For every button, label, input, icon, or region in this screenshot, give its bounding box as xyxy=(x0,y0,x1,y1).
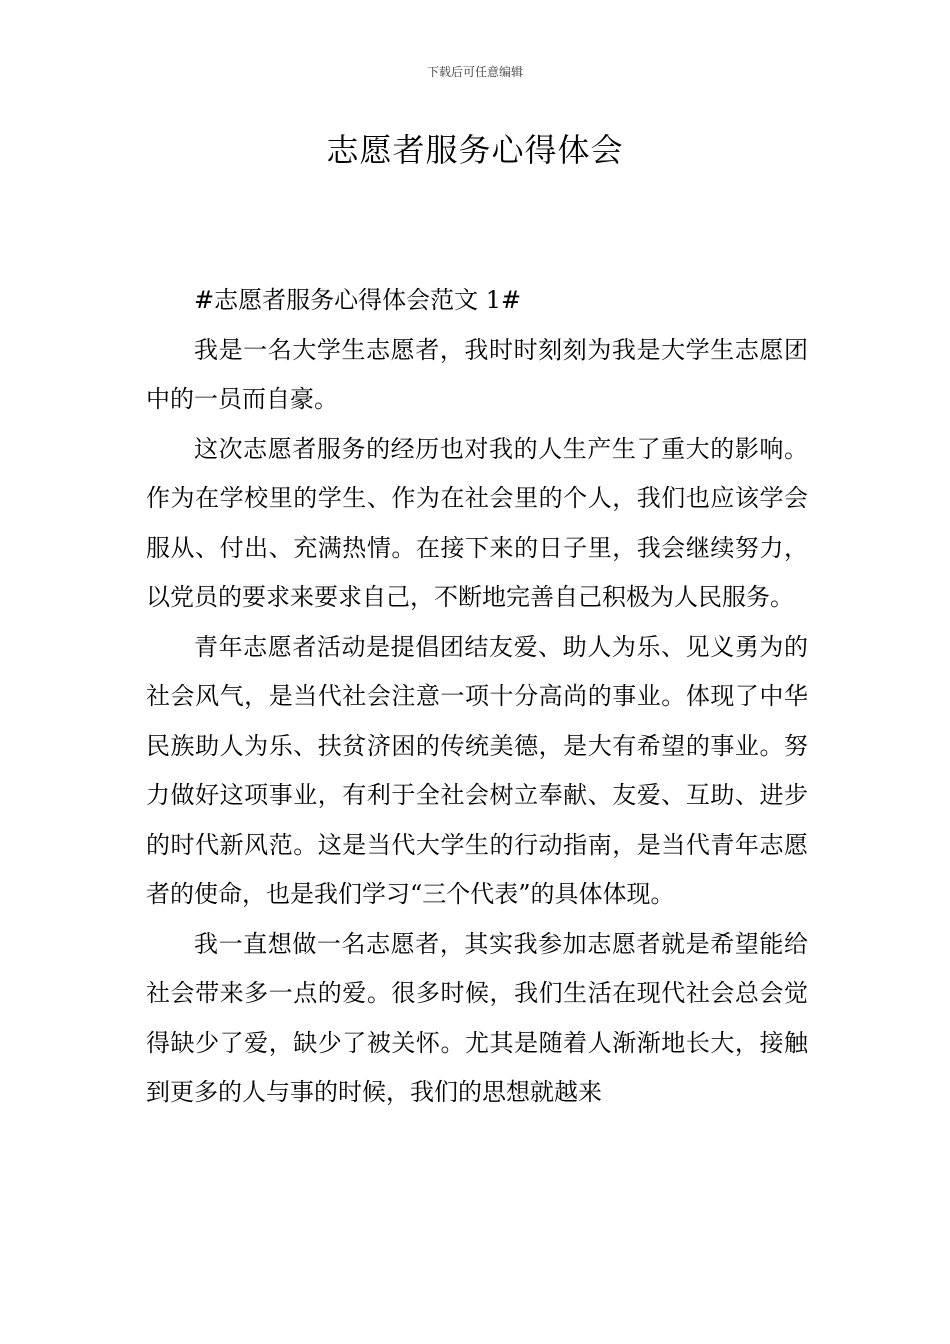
document-title: 志愿者服务心得体会 xyxy=(326,131,624,169)
document-body xyxy=(146,276,808,1118)
header-note: 下载后可任意编辑 xyxy=(426,65,523,79)
section-heading: #志愿者服务心得体会范文 1# xyxy=(194,286,522,314)
paragraph: 我是一名大学生志愿者，我时时刻刻为我是大学生志愿团中的一员而自豪。 xyxy=(146,335,808,413)
paragraph: 我一直想做一名志愿者，其实我参加志愿者就是希望能给社会带来多一点的爱。很多时候，我们生活在现代社会总会觉得缺少了爱，缺少了被关怀。尤其是随着人渐渐地长大，接触到更多的人与事的时候，我们的思想就越来 xyxy=(146,929,808,1106)
paragraph: 青年志愿者活动是提倡团结友爱、助人为乐、见义勇为的社会风气，是当代社会注意一项十分高尚的事业。体现了中华民族助人为乐、扶贫济困的传统美德，是大有希望的事业。努力做好这项事业，有利于全社会树立奉献、友爱、互助、进步的时代新风范。这是当代大学生的行动指南，是当代青年志愿者的使命，也是我们学习“三个代表”的具体体现。 xyxy=(146,632,808,908)
paragraph: 这次志愿者服务的经历也对我的人生产生了重大的影响。作为在学校里的学生、作为在社会里的个人，我们也应该学会服从、付出、充满热情。在接下来的日子里，我会继续努力，以党员的要求来要求自己，不断地完善自己积极为人民服务。 xyxy=(146,434,808,611)
